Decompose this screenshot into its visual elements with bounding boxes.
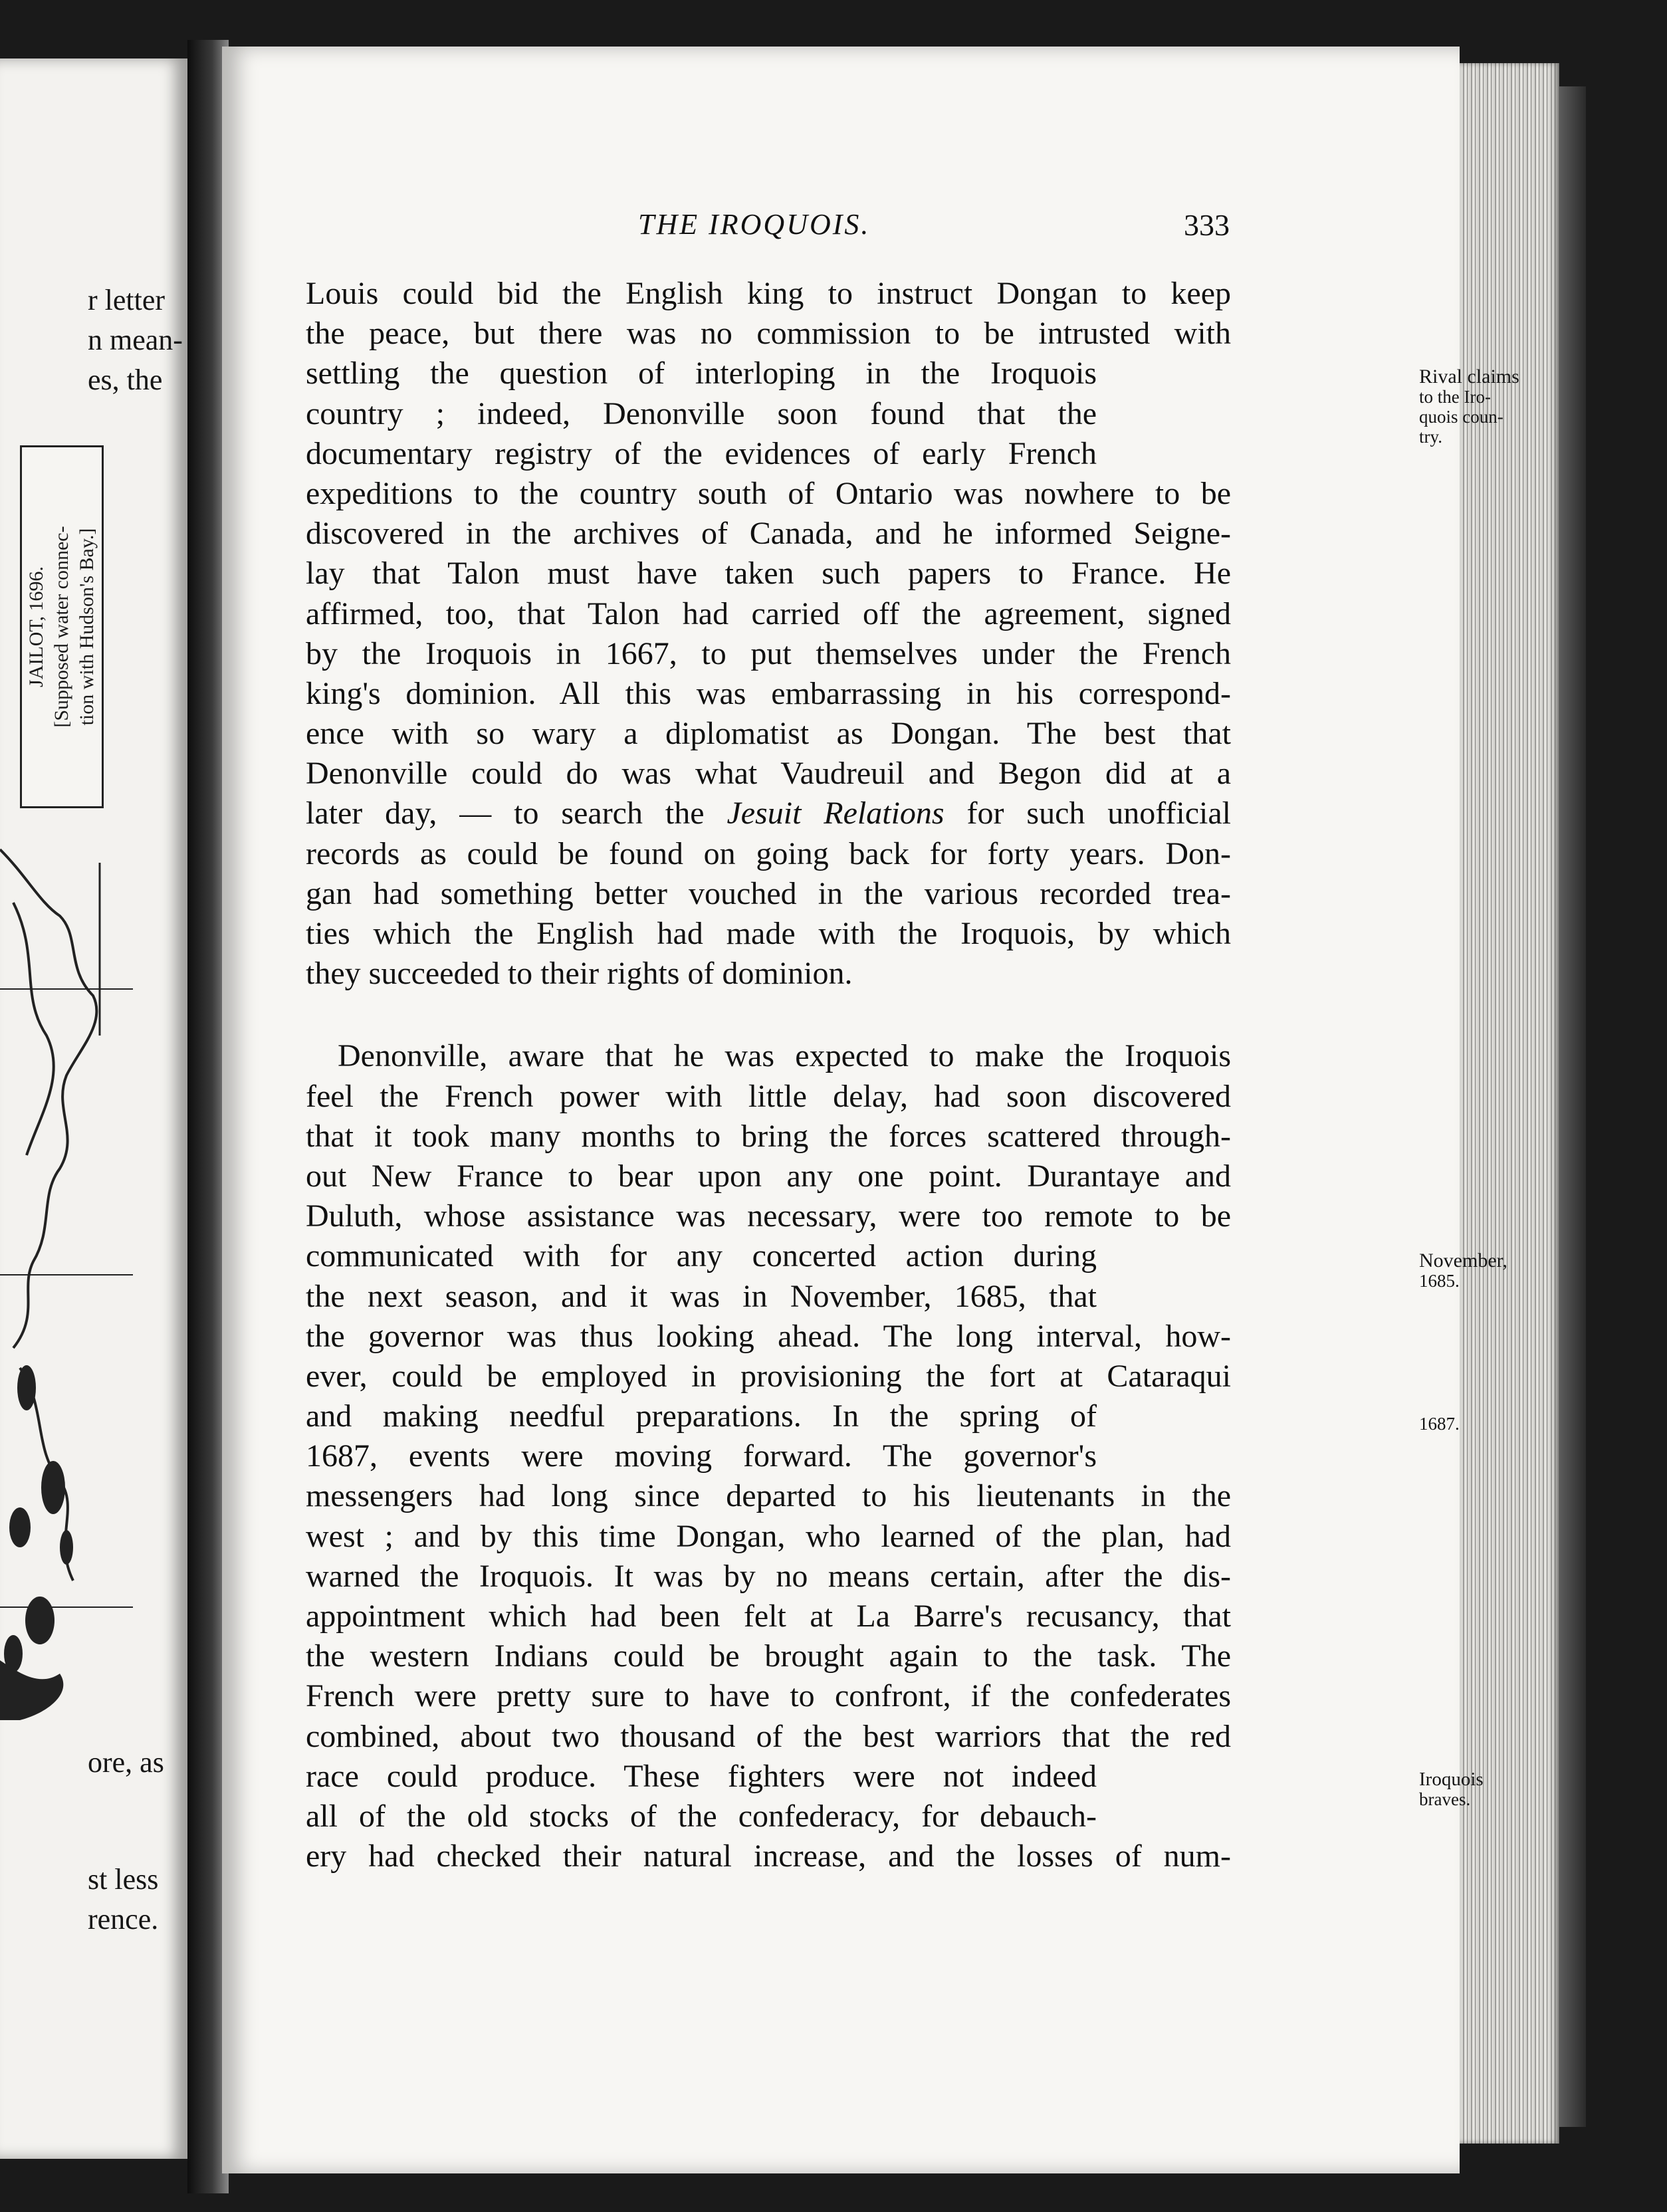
- text-line: by the Iroquois in 1667, to put themselves under the French: [306, 635, 1231, 671]
- text-line: ties which the English had made with the Iroquois, by which: [306, 916, 1231, 951]
- left-text-fragment: r letter: [88, 284, 166, 316]
- marginal-note-line: 1685.: [1419, 1271, 1460, 1291]
- left-facing-page: [0, 58, 187, 2159]
- text-line: king's dominion. All this was embarrassing in his correspond-: [306, 675, 1231, 711]
- left-text-fragment: st less: [88, 1863, 159, 1896]
- left-text-fragment: ore, as: [88, 1746, 164, 1779]
- left-text-fragment: es, the: [88, 364, 163, 396]
- text-line: feel the French power with little delay, had soon discovered: [306, 1078, 1231, 1114]
- text-line: the governor was thus looking ahead. The long interval, how-: [306, 1318, 1231, 1354]
- text-line: out New France to bear upon any one point. Durantaye and: [306, 1158, 1231, 1194]
- marginal-note-line: Rival claims: [1419, 366, 1519, 387]
- text-line: French were pretty sure to have to confront, if the confederates: [306, 1678, 1231, 1714]
- marginal-note-line: to the Iro-: [1419, 387, 1491, 407]
- italic-title-jesuit-relations: Jesuit Relations: [726, 796, 945, 831]
- text-line: [306, 794, 1231, 833]
- text-line: and making needful preparations. In the spring of: [306, 1398, 1097, 1434]
- text-line: lay that Talon must have taken such papers to France. He: [306, 556, 1231, 592]
- page-header: [306, 207, 1230, 254]
- marginal-note-line: 1687.: [1419, 1414, 1460, 1434]
- text-line: ery had checked their natural increase, and the losses of num-: [306, 1838, 1231, 1874]
- map-caption-box: [20, 445, 104, 808]
- left-text-fragment: rence.: [88, 1903, 159, 1936]
- running-head: THE IROQUOIS.: [638, 208, 871, 241]
- marginal-note-iroquois-braves: [1419, 1769, 1484, 1809]
- book-cover-edge: [1559, 86, 1586, 2127]
- text-line: gan had something better vouched in the various recorded trea-: [306, 875, 1231, 911]
- text-line: ence with so wary a diplomatist as Dongan. The best that: [306, 716, 1231, 752]
- marginal-note-line: quois coun-: [1419, 407, 1503, 427]
- text-line: discovered in the archives of Canada, and he informed Seigne-: [306, 516, 1231, 552]
- marginal-note-line: Iroquois: [1419, 1769, 1484, 1790]
- text-line: combined, about two thousand of the best warriors that the red: [306, 1718, 1231, 1754]
- marginal-note-line: braves.: [1419, 1789, 1471, 1809]
- text-line: 1687, events were moving forward. The governor's: [306, 1438, 1097, 1474]
- text-line: race could produce. These fighters were not indeed: [306, 1758, 1097, 1794]
- text-line: warned the Iroquois. It was by no means certain, after the dis-: [306, 1558, 1231, 1594]
- left-text-fragment: n mean-: [88, 324, 183, 356]
- map-caption-line: JAILOT, 1696.: [25, 566, 47, 687]
- text-line: west ; and by this time Dongan, who learned of the plan, had: [306, 1518, 1231, 1554]
- text-line: the western Indians could be brought again to the task. The: [306, 1638, 1231, 1674]
- text-line: documentary registry of the evidences of early French: [306, 435, 1097, 471]
- marginal-note-november-1685: [1419, 1251, 1507, 1291]
- text-line: communicated with for any concerted action during: [306, 1238, 1097, 1274]
- map-caption-line: [Supposed water connec-: [51, 526, 72, 728]
- text-line: expeditions to the country south of Ontario was nowhere to be: [306, 475, 1231, 511]
- text-line: country ; indeed, Denonville soon found that the: [306, 395, 1097, 431]
- text-line: all of the old stocks of the confederacy, for debauch-: [306, 1798, 1097, 1834]
- text-line: they succeeded to their rights of dominion.: [306, 956, 853, 992]
- map-caption-text: [24, 526, 100, 727]
- map-caption-line: tion with Hudson's Bay.]: [76, 528, 98, 726]
- marginal-note-line: try.: [1419, 427, 1442, 447]
- text-span: for such unofficial: [944, 796, 1232, 831]
- page-number: 333: [1184, 208, 1230, 242]
- marginal-note-line: November,: [1419, 1250, 1507, 1272]
- marginal-note-1687: [1419, 1414, 1460, 1434]
- text-line: Denonville, aware that he was expected to make the Iroquois: [338, 1038, 1231, 1074]
- text-line: Duluth, whose assistance was necessary, were too remote to be: [306, 1198, 1231, 1234]
- text-line: the peace, but there was no commission to be intrusted with: [306, 316, 1231, 352]
- text-line: settling the question of interloping in the Iroquois: [306, 356, 1097, 391]
- text-span: later day, — to search the: [306, 796, 727, 831]
- text-line: that it took many months to bring the forces scattered through-: [306, 1118, 1231, 1154]
- text-line: Louis could bid the English king to instruct Dongan to keep: [306, 276, 1231, 311]
- text-line: messengers had long since departed to his lieutenants in the: [306, 1478, 1231, 1514]
- marginal-note-rival-claims: [1419, 367, 1519, 447]
- map-fragment-illustration: [0, 823, 133, 1727]
- body-text: [306, 274, 1519, 1876]
- text-line: appointment which had been felt at La Barre's recusancy, that: [306, 1599, 1231, 1634]
- text-line: Denonville could do was what Vaudreuil and Begon did at a: [306, 756, 1231, 792]
- text-line: the next season, and it was in November, 1685, that: [306, 1278, 1097, 1314]
- text-line: ever, could be employed in provisioning the fort at Cataraqui: [306, 1358, 1231, 1394]
- text-line: records as could be found on going back for forty years. Don-: [306, 835, 1231, 871]
- text-line: affirmed, too, that Talon had carried off the agreement, signed: [306, 596, 1231, 631]
